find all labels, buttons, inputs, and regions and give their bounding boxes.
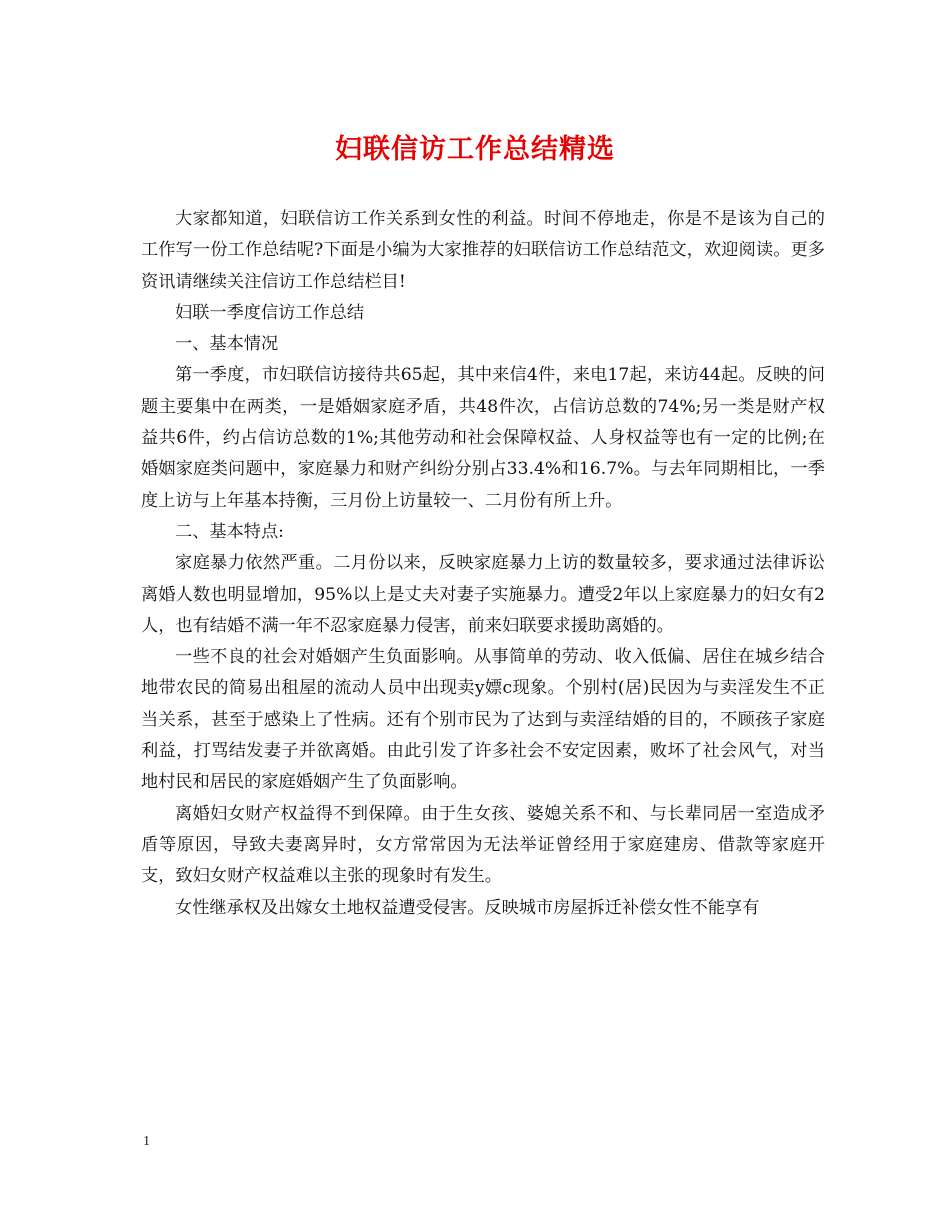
paragraph-heading-basic-features: 二、基本特点: — [175, 521, 284, 542]
paragraph-property-rights: 离婚妇女财产权益得不到保障。由于生女孩、婆媳关系不和、与长辈同居一室造成矛盾等原因，导致夫妻离异时，女方常常因为无法举证曾经用于家庭建房、借款等家庭开支，致妇女财产权益难以主张的现象时有发生。 — [141, 803, 825, 887]
paragraph-statistics: 第一季度，市妇联信访接待共65起，其中来信4件，来电17起，来访44起。反映的问题主要集中在两类，一是婚姻家庭矛盾，共48件次，占信访总数的74%;另一类是财产权益共6件，约占信访总数的1%;其他劳动和社会保障权益、人身权益等也有一定的比例;在婚姻家庭类问题中，家庭暴力和财产纠纷分别占33.4%和16.7%。与去年同期相比，一季度上访与上年基本持衡，三月份上访量较一、二月份有所上升。 — [141, 365, 825, 511]
paragraph-heading-basic-situation: 一、基本情况 — [175, 334, 279, 355]
page-number: 1 — [143, 1134, 150, 1149]
paragraph-domestic-violence: 家庭暴力依然严重。二月份以来，反映家庭暴力上访的数量较多，要求通过法律诉讼离婚人数也明显增加，95%以上是丈夫对妻子实施暴力。遭受2年以上家庭暴力的妇女有2人，也有结婚不满一年不忍家庭暴力侵害，前来妇联要求援助离婚的。 — [141, 553, 825, 636]
paragraph-section-heading: 妇联一季度信访工作总结 — [175, 302, 365, 323]
paragraph-intro: 大家都知道，妇联信访工作关系到女性的利益。时间不停地走，你是不是该为自己的工作写一份工作总结呢?下面是小编为大家推荐的妇联信访工作总结范文，欢迎阅读。更多资讯请继续关注信访工作总结栏目! — [141, 209, 825, 292]
paragraph-inheritance-rights: 女性继承权及出嫁女土地权益遭受侵害。反映城市房屋拆迁补偿女性不能享有 — [175, 897, 760, 918]
document-body — [141, 204, 825, 924]
document-title: 妇联信访工作总结精选 — [335, 134, 615, 165]
paragraph-social-impact: 一些不良的社会对婚姻产生负面影响。从事简单的劳动、收入低偏、居住在城乡结合地带农民的简易出租屋的流动人员中出现卖y嫖c现象。个别村(居)民因为与卖淫发生不正当关系，甚至于感染上了性病。还有个别市民为了达到与卖淫结婚的目的，不顾孩子家庭利益，打骂结发妻子并欲离婚。由此引发了许多社会不安定因素，败坏了社会风气，对当地村民和居民的家庭婚姻产生了负面影响。 — [141, 647, 825, 793]
